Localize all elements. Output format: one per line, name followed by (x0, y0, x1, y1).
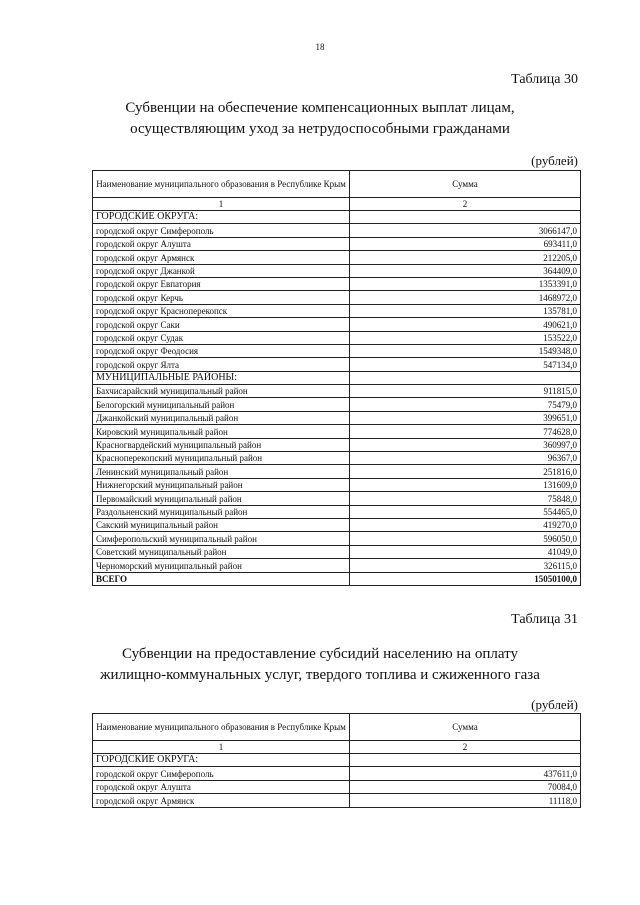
table-row (93, 794, 581, 807)
municipality-name-cell: городской округ Саки (93, 318, 350, 331)
municipality-name-cell: городской округ Алушта (93, 780, 350, 793)
table-30-title (60, 98, 580, 140)
municipality-name-cell: Черноморский муниципальный район (93, 559, 350, 572)
amount-cell: 75848,0 (350, 492, 581, 505)
municipality-name-cell: Раздольненский муниципальный район (93, 505, 350, 518)
municipality-name-cell: городской округ Судак (93, 331, 350, 344)
amount-cell (350, 371, 581, 384)
amount-cell: 3066147,0 (350, 224, 581, 237)
municipality-name-cell: городской округ Джанкой (93, 264, 350, 277)
table-row (93, 411, 581, 424)
amount-cell: 399651,0 (350, 411, 581, 424)
amount-cell: 212205,0 (350, 251, 581, 264)
table-31-units: (рублей) (531, 697, 578, 712)
amount-cell: 364409,0 (350, 264, 581, 277)
municipality-name-cell: городской округ Алушта (93, 237, 350, 250)
municipality-name-cell: городской округ Керчь (93, 291, 350, 304)
municipality-name-cell: городской округ Армянск (93, 251, 350, 264)
amount-cell: 490621,0 (350, 318, 581, 331)
amount-cell: 135781,0 (350, 304, 581, 317)
table-row (93, 559, 581, 572)
amount-cell (350, 754, 581, 767)
header-sum: Сумма (350, 714, 581, 741)
municipality-name-cell: городской округ Симферополь (93, 767, 350, 780)
municipality-name-cell: Джанкойский муниципальный район (93, 411, 350, 424)
table-header-row (93, 171, 581, 198)
table-31-label: Таблица 31 (511, 612, 578, 627)
amount-cell: 41049,0 (350, 545, 581, 558)
column-number-2: 2 (350, 198, 581, 211)
table-31 (92, 713, 581, 808)
amount-cell: 360997,0 (350, 438, 581, 451)
amount-cell: 774628,0 (350, 425, 581, 438)
table-30-title-line1: Субвенции на обеспечение компенсационных выплат лицам, (125, 100, 515, 116)
table-row (93, 452, 581, 465)
column-number-1: 1 (93, 741, 350, 754)
table-row (93, 518, 581, 531)
header-sum: Сумма (350, 171, 581, 198)
table-header-row (93, 714, 581, 741)
page-number: 18 (315, 42, 325, 52)
section-row (93, 371, 581, 384)
column-number-2: 2 (350, 741, 581, 754)
table-row (93, 224, 581, 237)
municipality-name-cell: Ленинский муниципальный район (93, 465, 350, 478)
table-row (93, 478, 581, 491)
table-row (93, 264, 581, 277)
amount-cell: 547134,0 (350, 358, 581, 371)
table-row (93, 304, 581, 317)
municipality-name-cell: ГОРОДСКИЕ ОКРУГА: (93, 754, 350, 767)
amount-cell: 596050,0 (350, 532, 581, 545)
amount-cell: 75479,0 (350, 398, 581, 411)
amount-cell: 15050100,0 (350, 572, 581, 585)
municipality-name-cell: Белогорский муниципальный район (93, 398, 350, 411)
amount-cell: 437611,0 (350, 767, 581, 780)
municipality-name-cell: Симферопольский муниципальный район (93, 532, 350, 545)
table-31-title (60, 644, 580, 686)
table-row (93, 318, 581, 331)
table-30 (92, 170, 581, 586)
table-row (93, 251, 581, 264)
amount-cell: 251816,0 (350, 465, 581, 478)
table-row (93, 492, 581, 505)
table-row (93, 780, 581, 793)
municipality-name-cell: МУНИЦИПАЛЬНЫЕ РАЙОНЫ: (93, 371, 350, 384)
table-row (93, 344, 581, 357)
table-row (93, 532, 581, 545)
table-row (93, 505, 581, 518)
table-row (93, 398, 581, 411)
municipality-name-cell: Красноперекопский муниципальный район (93, 452, 350, 465)
municipality-name-cell: Сакский муниципальный район (93, 518, 350, 531)
municipality-name-cell: Красногвардейский муниципальный район (93, 438, 350, 451)
table-row (93, 465, 581, 478)
table-row (93, 331, 581, 344)
amount-cell: 11118,0 (350, 794, 581, 807)
amount-cell: 1549348,0 (350, 344, 581, 357)
table-30-units: (рублей) (531, 153, 578, 168)
table-row (93, 545, 581, 558)
amount-cell: 419270,0 (350, 518, 581, 531)
table-31-title-line2: жилищно-коммунальных услуг, твердого топлива и сжиженного газа (100, 667, 540, 683)
total-row (93, 572, 581, 585)
table-30-label: Таблица 30 (511, 72, 578, 87)
amount-cell: 693411,0 (350, 237, 581, 250)
municipality-name-cell: городской округ Красноперекопск (93, 304, 350, 317)
amount-cell: 326115,0 (350, 559, 581, 572)
section-row (93, 211, 581, 224)
municipality-name-cell: Советский муниципальный район (93, 545, 350, 558)
table-row (93, 358, 581, 371)
amount-cell: 911815,0 (350, 385, 581, 398)
table-row (93, 385, 581, 398)
table-row (93, 767, 581, 780)
table-30-title-line2: осуществляющим уход за нетрудоспособными гражданами (130, 121, 510, 137)
municipality-name-cell: городской округ Евпатория (93, 277, 350, 290)
municipality-name-cell: Кировский муниципальный район (93, 425, 350, 438)
municipality-name-cell: Нижнегорский муниципальный район (93, 478, 350, 491)
section-row (93, 754, 581, 767)
municipality-name-cell: ГОРОДСКИЕ ОКРУГА: (93, 211, 350, 224)
table-row (93, 237, 581, 250)
municipality-name-cell: ВСЕГО (93, 572, 350, 585)
amount-cell: 70084,0 (350, 780, 581, 793)
column-number-row (93, 741, 581, 754)
column-number-1: 1 (93, 198, 350, 211)
table-row (93, 438, 581, 451)
municipality-name-cell: городской округ Ялта (93, 358, 350, 371)
amount-cell: 131609,0 (350, 478, 581, 491)
municipality-name-cell: городской округ Армянск (93, 794, 350, 807)
table-row (93, 425, 581, 438)
amount-cell: 96367,0 (350, 452, 581, 465)
municipality-name-cell: Бахчисарайский муниципальный район (93, 385, 350, 398)
municipality-name-cell: городской округ Симферополь (93, 224, 350, 237)
municipality-name-cell: городской округ Феодосия (93, 344, 350, 357)
amount-cell: 554465,0 (350, 505, 581, 518)
municipality-name-cell: Первомайский муниципальный район (93, 492, 350, 505)
table-row (93, 277, 581, 290)
header-municipality: Наименование муниципального образования в Республике Крым (93, 171, 350, 198)
amount-cell: 1353391,0 (350, 277, 581, 290)
amount-cell: 153522,0 (350, 331, 581, 344)
table-31-title-line1: Субвенции на предоставление субсидий населению на оплату (122, 646, 518, 662)
amount-cell (350, 211, 581, 224)
table-row (93, 291, 581, 304)
column-number-row (93, 198, 581, 211)
amount-cell: 1468972,0 (350, 291, 581, 304)
header-municipality: Наименование муниципального образования в Республике Крым (93, 714, 350, 741)
